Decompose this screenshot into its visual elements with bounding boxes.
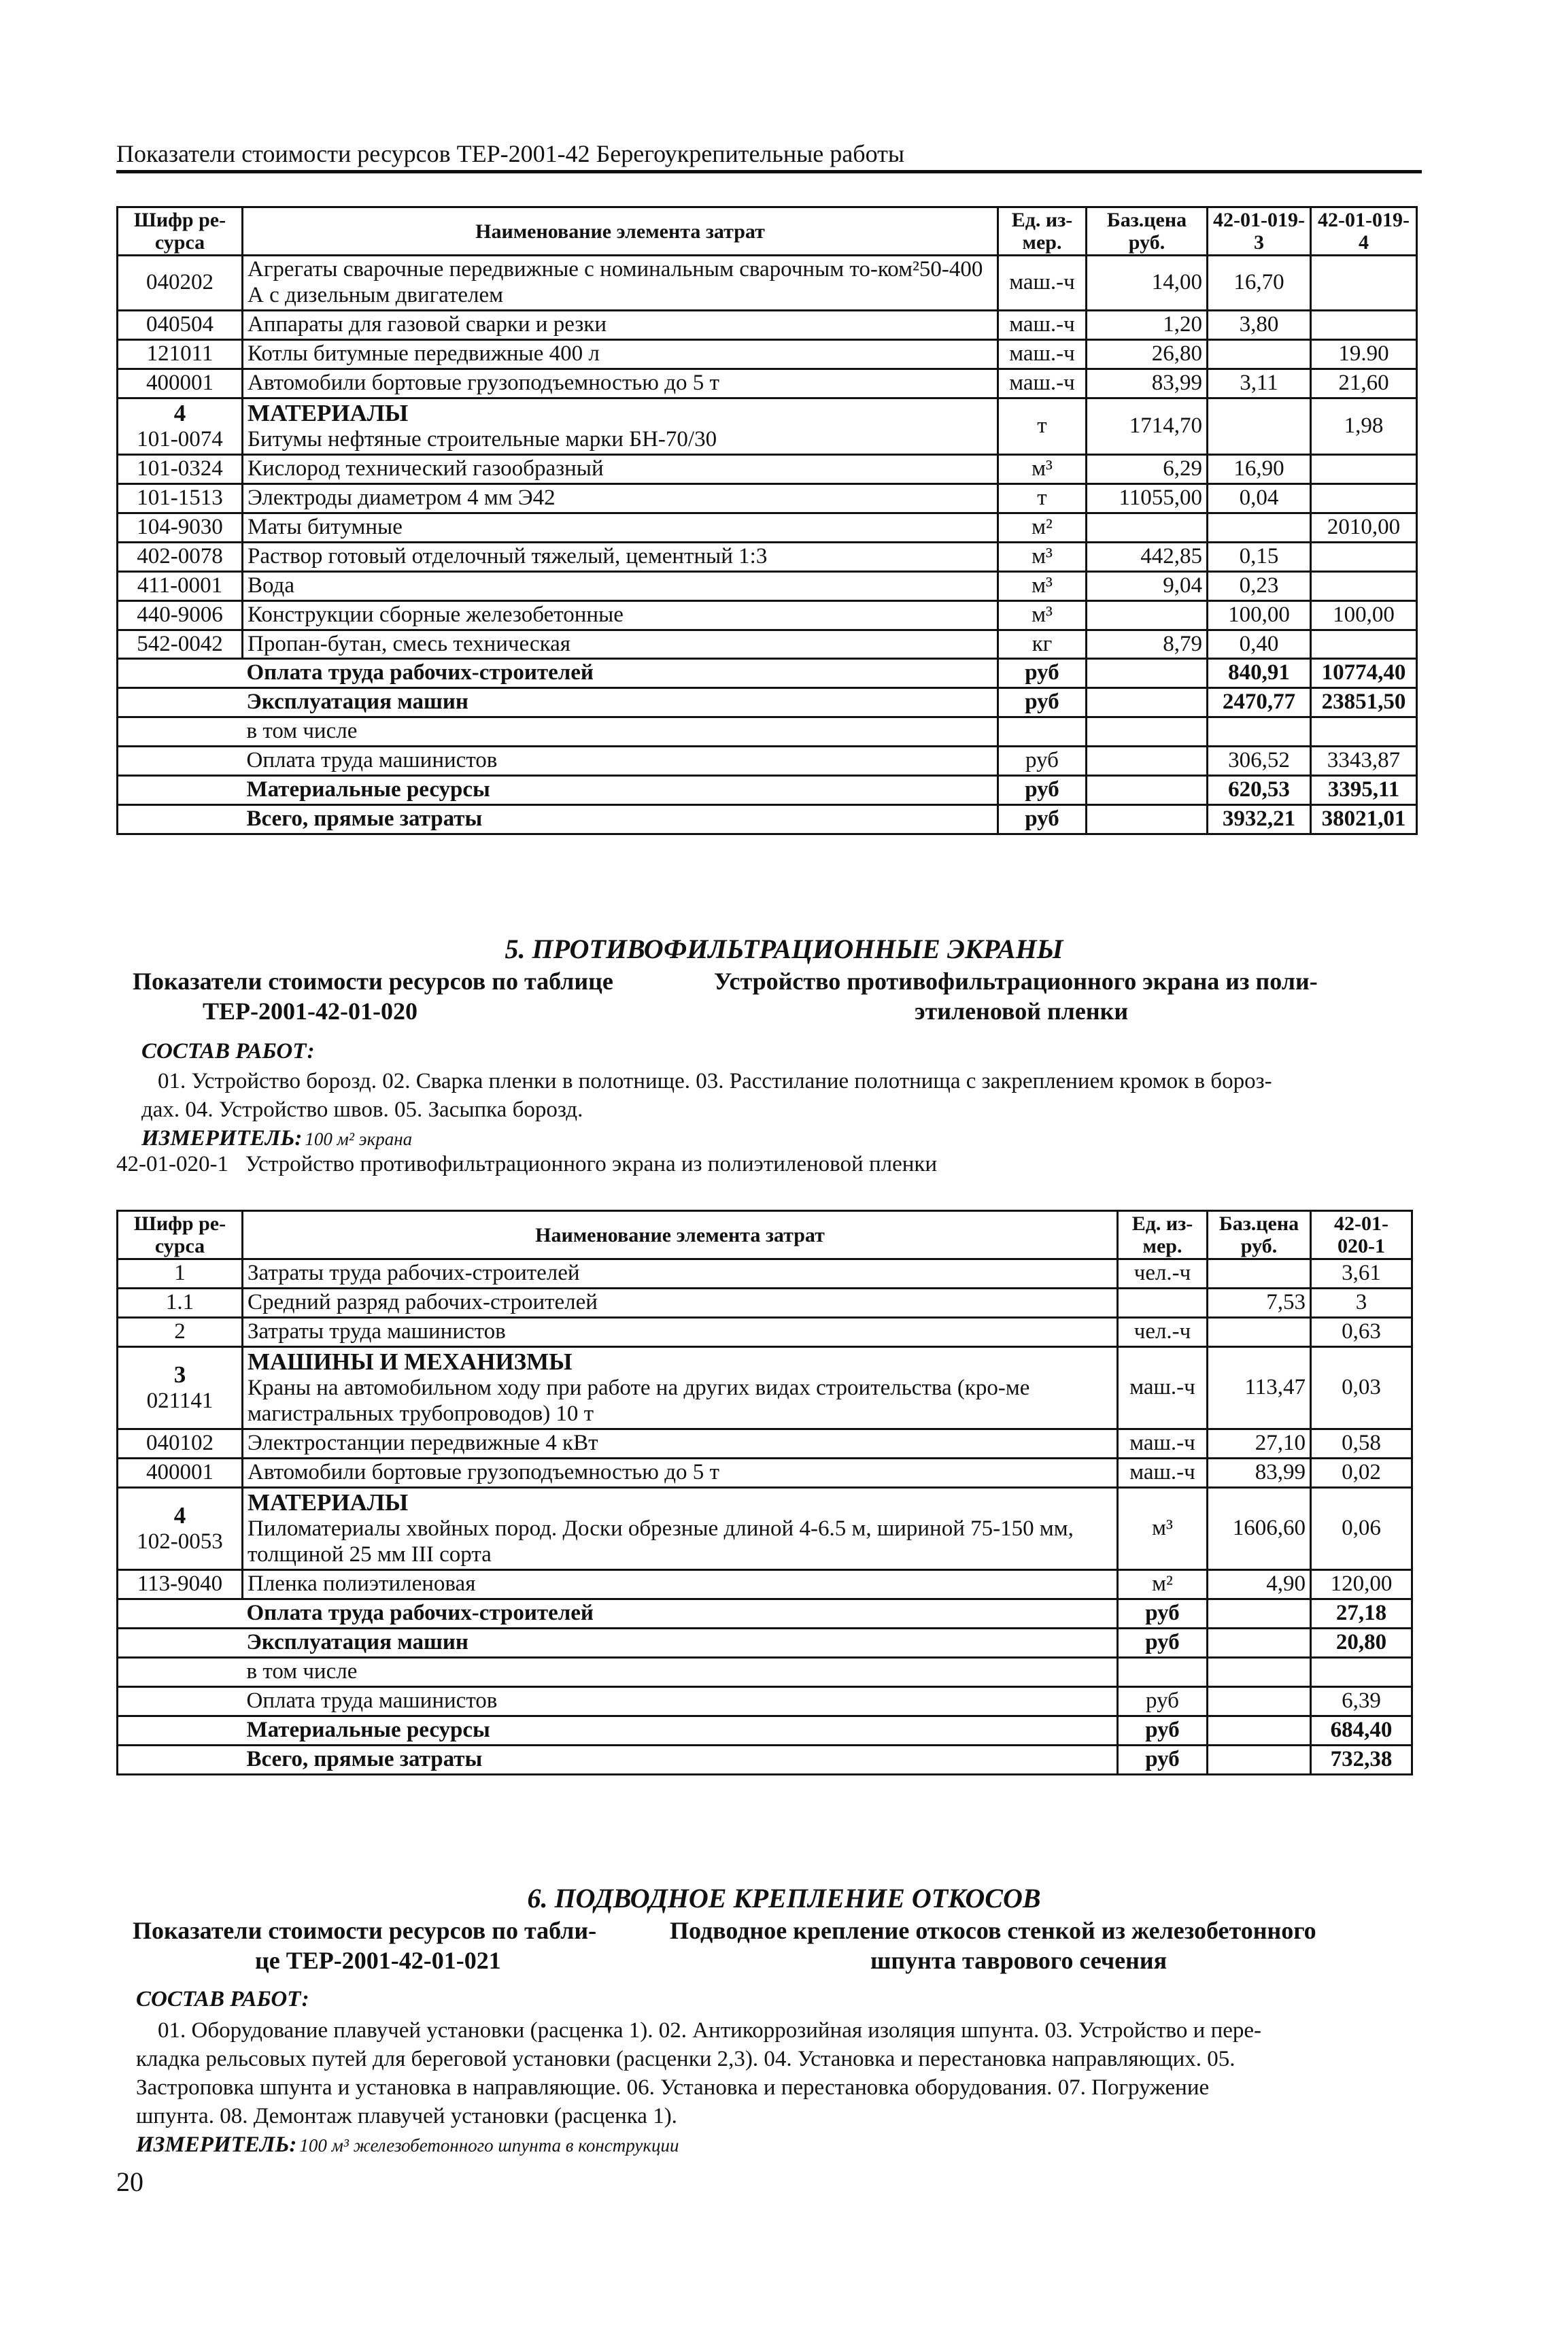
total-value: 620,53 <box>1208 776 1311 805</box>
section-6-works-line-1: 01. Оборудование плавучей установки (расценка 1). 02. Антикоррозийная изоляция шпунта. 03. Устройство и пере- <box>158 2018 1262 2043</box>
resource-name: Электроды диаметром 4 мм Э42 <box>243 483 998 513</box>
totals-row <box>118 1599 1412 1628</box>
total-value: 732,38 <box>1311 1745 1412 1774</box>
totals-row <box>118 1745 1412 1774</box>
resource-name: Пленка полиэтиленовая <box>243 1569 1118 1599</box>
total-label: в том числе <box>243 717 998 747</box>
resource-name: Средний разряд рабочих-строителей <box>243 1288 1118 1317</box>
section-5-title: 5. ПРОТИВОФИЛЬТРАЦИОННЫЕ ЭКРАНЫ <box>505 934 1063 964</box>
section-6-meter <box>136 2132 679 2158</box>
table-header-row <box>118 1211 1412 1259</box>
base-price: 113,47 <box>1208 1346 1311 1429</box>
total-label: Материальные ресурсы <box>243 1716 1118 1745</box>
unit: м² <box>1118 1569 1208 1599</box>
rate-value <box>1311 454 1417 483</box>
rate-value <box>1311 483 1417 513</box>
resource-name: Автомобили бортовые грузоподъемностью до 5 т <box>243 369 998 398</box>
base-price <box>1087 600 1208 630</box>
totals-row <box>118 776 1417 805</box>
meter-label: ИЗМЕРИТЕЛЬ: <box>136 2132 297 2157</box>
resource-name-value: Краны на автомобильном ходу при работе на других видах строительства (кро-ме магистральных трубопроводов) 10 т <box>248 1376 1030 1426</box>
rate-value: 3,61 <box>1311 1259 1412 1289</box>
unit: руб <box>1118 1686 1208 1716</box>
running-header: Показатели стоимости ресурсов ТЕР-2001-42 Берегоукрепительные работы <box>116 140 905 167</box>
resource-code: 104-9030 <box>118 513 243 542</box>
unit: руб <box>1118 1628 1208 1657</box>
empty-cell <box>1208 1599 1311 1628</box>
section-6-works-line-4: шпунта. 08. Демонтаж плавучей установки (расценка 1). <box>136 2104 677 2128</box>
resource-code: 040504 <box>118 310 243 339</box>
unit: чел.-ч <box>1118 1259 1208 1289</box>
resource-name <box>243 398 998 454</box>
column-header: 42-01-019-4 <box>1311 207 1417 256</box>
section-heading: МАШИНЫ И МЕХАНИЗМЫ <box>248 1348 573 1375</box>
resource-name: Котлы битумные передвижные 400 л <box>243 339 998 369</box>
empty-cell <box>1087 688 1208 717</box>
unit: руб <box>998 805 1087 834</box>
totals-row <box>118 1686 1412 1716</box>
rate-value <box>1311 542 1417 571</box>
resource-code <box>118 398 243 454</box>
resource-code: 402-0078 <box>118 542 243 571</box>
section-5-subtitle-right-2: этиленовой пленки <box>915 998 1129 1025</box>
section-6-works-label: СОСТАВ РАБОТ: <box>136 1987 309 2011</box>
meter-value: 100 м² экрана <box>305 1129 413 1149</box>
section-6-title: 6. ПОДВОДНОЕ КРЕПЛЕНИЕ ОТКОСОВ <box>527 1883 1041 1914</box>
resource-name: Кислород технический газообразный <box>243 454 998 483</box>
total-value: 3395,11 <box>1311 776 1417 805</box>
empty-cell <box>118 747 243 776</box>
resource-name: Маты битумные <box>243 513 998 542</box>
table-row <box>118 1288 1412 1317</box>
unit: руб <box>1118 1745 1208 1774</box>
page-number: 20 <box>116 2166 143 2197</box>
rate-value: 2010,00 <box>1311 513 1417 542</box>
meter-label: ИЗМЕРИТЕЛЬ: <box>141 1126 303 1151</box>
unit: м² <box>998 513 1087 542</box>
column-header: Наименование элемента затрат <box>243 207 998 256</box>
resource-code-value: 101-0074 <box>137 426 223 452</box>
resource-name: Конструкции сборные железобетонные <box>243 600 998 630</box>
table-row <box>118 1259 1412 1289</box>
empty-cell <box>1087 747 1208 776</box>
base-price: 4,90 <box>1208 1569 1311 1599</box>
totals-row <box>118 717 1417 747</box>
base-price: 14,00 <box>1087 256 1208 311</box>
rate-value: 120,00 <box>1311 1569 1412 1599</box>
rate-value <box>1208 339 1311 369</box>
resource-name: Затраты труда машинистов <box>243 1317 1118 1346</box>
empty-cell <box>1087 805 1208 834</box>
unit: м³ <box>998 454 1087 483</box>
base-price: 6,29 <box>1087 454 1208 483</box>
rate-value: 16,70 <box>1208 256 1311 311</box>
table-header-row <box>118 207 1417 256</box>
total-value: 3343,87 <box>1311 747 1417 776</box>
column-header: Баз.цена руб. <box>1208 1211 1311 1259</box>
rate-value: 0,23 <box>1208 571 1311 600</box>
unit: м³ <box>998 542 1087 571</box>
section-number: 3 <box>173 1361 186 1388</box>
resource-name-value: Пиломатериалы хвойных пород. Доски обрезные длиной 4-6.5 м, шириной 75-150 мм, толщиной 25 мм III сорта <box>248 1516 1074 1567</box>
total-label: Оплата труда машинистов <box>243 747 998 776</box>
unit: маш.-ч <box>998 339 1087 369</box>
empty-cell <box>118 1657 243 1686</box>
resource-table-42-01-019 <box>116 206 1418 835</box>
unit: чел.-ч <box>1118 1317 1208 1346</box>
unit: м³ <box>1118 1487 1208 1569</box>
resource-name: Раствор готовый отделочный тяжелый, цементный 1:3 <box>243 542 998 571</box>
table-row <box>118 1429 1412 1458</box>
empty-cell <box>1208 1657 1311 1686</box>
total-label: Оплата труда рабочих-строителей <box>243 659 998 688</box>
rate-value <box>1311 630 1417 659</box>
section-6-subtitle-right-2: шпунта таврового сечения <box>870 1947 1168 1974</box>
table-row <box>118 1458 1412 1487</box>
unit: маш.-ч <box>1118 1429 1208 1458</box>
totals-row <box>118 1716 1412 1745</box>
resource-code: 542-0042 <box>118 630 243 659</box>
empty-cell <box>1208 1686 1311 1716</box>
total-label: Оплата труда рабочих-строителей <box>243 1599 1118 1628</box>
rate-value: 0,58 <box>1311 1429 1412 1458</box>
resource-code-value: 102-0053 <box>137 1529 223 1554</box>
base-price <box>1087 513 1208 542</box>
section-6-subtitle-right-1: Подводное крепление откосов стенкой из железобетонного <box>670 1917 1316 1944</box>
base-price: 1606,60 <box>1208 1487 1311 1569</box>
table-row <box>118 513 1417 542</box>
column-header: Ед. из-мер. <box>998 207 1087 256</box>
total-value: 684,40 <box>1311 1716 1412 1745</box>
section-6-subtitle-left-1: Показатели стоимости ресурсов по табли- <box>133 1917 597 1944</box>
table-row <box>118 1317 1412 1346</box>
base-price: 26,80 <box>1087 339 1208 369</box>
base-price: 27,10 <box>1208 1429 1311 1458</box>
base-price <box>1208 1317 1311 1346</box>
unit: руб <box>1118 1716 1208 1745</box>
empty-cell <box>118 805 243 834</box>
table-row <box>118 1569 1412 1599</box>
total-label: Всего, прямые затраты <box>243 1745 1118 1774</box>
section-heading: МАТЕРИАЛЫ <box>248 1489 409 1516</box>
rate-value <box>1311 256 1417 311</box>
table-row <box>118 542 1417 571</box>
unit: руб <box>998 688 1087 717</box>
column-header: 42-01-019-3 <box>1208 207 1311 256</box>
resource-name-value: Битумы нефтяные строительные марки БН-70/30 <box>248 426 717 452</box>
totals-row <box>118 1628 1412 1657</box>
total-label: Материальные ресурсы <box>243 776 998 805</box>
resource-code: 040202 <box>118 256 243 311</box>
rate-value: 1,98 <box>1311 398 1417 454</box>
total-value <box>1311 717 1417 747</box>
table-row <box>118 398 1417 454</box>
resource-code: 1 <box>118 1259 243 1289</box>
base-price: 9,04 <box>1087 571 1208 600</box>
rate-value: 0,04 <box>1208 483 1311 513</box>
total-value <box>1208 717 1311 747</box>
base-price: 8,79 <box>1087 630 1208 659</box>
resource-code: 040102 <box>118 1429 243 1458</box>
resource-code: 101-0324 <box>118 454 243 483</box>
base-price: 83,99 <box>1208 1458 1311 1487</box>
unit: т <box>998 398 1087 454</box>
empty-cell <box>118 717 243 747</box>
table-row <box>118 600 1417 630</box>
total-value: 27,18 <box>1311 1599 1412 1628</box>
total-label: Эксплуатация машин <box>243 688 998 717</box>
section-number: 4 <box>173 399 186 426</box>
section-6-works-line-3: Застроповка шпунта и установка в направляющие. 06. Установка и перестановка оборудования. 07. Погружение <box>136 2075 1210 2100</box>
table-row <box>118 454 1417 483</box>
total-label: Всего, прямые затраты <box>243 805 998 834</box>
rate-value <box>1208 513 1311 542</box>
table-row <box>118 630 1417 659</box>
resource-code: 400001 <box>118 369 243 398</box>
rate-value: 0,02 <box>1311 1458 1412 1487</box>
totals-row <box>118 659 1417 688</box>
empty-cell <box>1087 776 1208 805</box>
section-5-subtitle-left-1: Показатели стоимости ресурсов по таблице <box>133 968 613 995</box>
total-value: 20,80 <box>1311 1628 1412 1657</box>
table-row <box>118 483 1417 513</box>
resource-code <box>118 1487 243 1569</box>
unit: маш.-ч <box>1118 1346 1208 1429</box>
unit: т <box>998 483 1087 513</box>
rate-value: 0,40 <box>1208 630 1311 659</box>
unit: руб <box>998 776 1087 805</box>
section-6-works-line-2: кладка рельсовых путей для береговой установки (расценки 2,3). 04. Установка и перестановка направляющих. 05. <box>136 2047 1235 2071</box>
totals-row <box>118 805 1417 834</box>
resource-name: Автомобили бортовые грузоподъемностью до 5 т <box>243 1458 1118 1487</box>
rate-value: 100,00 <box>1208 600 1311 630</box>
rate-value: 21,60 <box>1311 369 1417 398</box>
unit: маш.-ч <box>1118 1458 1208 1487</box>
resource-name: Аппараты для газовой сварки и резки <box>243 310 998 339</box>
total-label: Оплата труда машинистов <box>243 1686 1118 1716</box>
empty-cell <box>118 659 243 688</box>
column-header: 42-01-020-1 <box>1311 1211 1412 1259</box>
rate-value: 3 <box>1311 1288 1412 1317</box>
resource-name: Электростанции передвижные 4 кВт <box>243 1429 1118 1458</box>
table-row <box>118 369 1417 398</box>
resource-name: Затраты труда рабочих-строителей <box>243 1259 1118 1289</box>
totals-row <box>118 747 1417 776</box>
total-value: 2470,77 <box>1208 688 1311 717</box>
unit: маш.-ч <box>998 256 1087 311</box>
resource-code <box>118 1346 243 1429</box>
empty-cell <box>1208 1716 1311 1745</box>
table-row <box>118 310 1417 339</box>
resource-name: Пропан-бутан, смесь техническая <box>243 630 998 659</box>
column-header: Баз.цена руб. <box>1087 207 1208 256</box>
empty-cell <box>1208 1628 1311 1657</box>
section-5-subtitle-right-1: Устройство противофильтрационного экрана из поли- <box>714 968 1318 995</box>
rate-value: 0,15 <box>1208 542 1311 571</box>
total-value: 306,52 <box>1208 747 1311 776</box>
base-price <box>1208 1259 1311 1289</box>
unit <box>998 717 1087 747</box>
unit: руб <box>998 747 1087 776</box>
resource-code: 440-9006 <box>118 600 243 630</box>
unit: маш.-ч <box>998 310 1087 339</box>
empty-cell <box>118 1745 243 1774</box>
unit: руб <box>1118 1599 1208 1628</box>
column-header: Шифр ре-сурса <box>118 1211 243 1259</box>
resource-name <box>243 1346 1118 1429</box>
rate-value: 100,00 <box>1311 600 1417 630</box>
resource-code-value: 021141 <box>146 1389 214 1414</box>
rate-value: 0,03 <box>1311 1346 1412 1429</box>
resource-name <box>243 1487 1118 1569</box>
rate-value <box>1311 310 1417 339</box>
base-price: 442,85 <box>1087 542 1208 571</box>
unit: м³ <box>998 571 1087 600</box>
resource-code: 113-9040 <box>118 1569 243 1599</box>
empty-cell <box>1208 1745 1311 1774</box>
unit: маш.-ч <box>998 369 1087 398</box>
empty-cell <box>118 1628 243 1657</box>
section-5-meter <box>141 1126 412 1151</box>
rate-value <box>1208 398 1311 454</box>
section-5-works-label: СОСТАВ РАБОТ: <box>141 1039 315 1064</box>
table-row <box>118 571 1417 600</box>
rate-value: 19.90 <box>1311 339 1417 369</box>
table-row <box>118 1487 1412 1569</box>
total-label: в том числе <box>243 1657 1118 1686</box>
total-value: 38021,01 <box>1311 805 1417 834</box>
resource-name: Агрегаты сварочные передвижные с номинальным сварочным то-ком²50-400 А с дизельным двигателем <box>243 256 998 311</box>
total-value: 6,39 <box>1311 1686 1412 1716</box>
empty-cell <box>118 1599 243 1628</box>
total-value: 3932,21 <box>1208 805 1311 834</box>
empty-cell <box>118 1686 243 1716</box>
empty-cell <box>118 776 243 805</box>
section-5-works-line-1: 01. Устройство борозд. 02. Сварка пленки в полотнище. 03. Расстилание полотнища с закреплением кромок в бороз- <box>158 1069 1272 1093</box>
section-6-subtitle-left-2: це ТЕР-2001-42-01-021 <box>255 1947 501 1974</box>
total-value: 23851,50 <box>1311 688 1417 717</box>
resource-code: 411-0001 <box>118 571 243 600</box>
empty-cell <box>1087 717 1208 747</box>
section-5-works-line-2: дах. 04. Устройство швов. 05. Засыпка борозд. <box>141 1098 583 1122</box>
base-price: 7,53 <box>1208 1288 1311 1317</box>
unit: руб <box>998 659 1087 688</box>
total-value <box>1311 1657 1412 1686</box>
table-row <box>118 1346 1412 1429</box>
resource-name: Вода <box>243 571 998 600</box>
rate-value: 3,11 <box>1208 369 1311 398</box>
table-row <box>118 256 1417 311</box>
totals-row <box>118 688 1417 717</box>
unit: м³ <box>998 600 1087 630</box>
column-header: Шифр ре-сурса <box>118 207 243 256</box>
totals-row <box>118 1657 1412 1686</box>
table-row <box>118 339 1417 369</box>
resource-code: 1.1 <box>118 1288 243 1317</box>
meter-value: 100 м³ железобетонного шпунта в конструкции <box>299 2135 679 2156</box>
section-5-subtitle-left-2: ТЕР-2001-42-01-020 <box>203 998 417 1025</box>
empty-cell <box>118 1716 243 1745</box>
rate-value: 3,80 <box>1208 310 1311 339</box>
base-price: 1714,70 <box>1087 398 1208 454</box>
rate-value: 0,63 <box>1311 1317 1412 1346</box>
resource-code: 121011 <box>118 339 243 369</box>
base-price: 83,99 <box>1087 369 1208 398</box>
header-divider <box>116 170 1422 173</box>
rate-value <box>1311 571 1417 600</box>
total-label: Эксплуатация машин <box>243 1628 1118 1657</box>
section-number: 4 <box>173 1501 186 1529</box>
empty-cell <box>1087 659 1208 688</box>
empty-cell <box>118 688 243 717</box>
base-price: 11055,00 <box>1087 483 1208 513</box>
rate-value: 16,90 <box>1208 454 1311 483</box>
resource-code: 400001 <box>118 1458 243 1487</box>
column-header: Ед. из-мер. <box>1118 1211 1208 1259</box>
resource-table-42-01-020 <box>116 1210 1413 1775</box>
total-value: 840,91 <box>1208 659 1311 688</box>
unit <box>1118 1288 1208 1317</box>
column-header: Наименование элемента затрат <box>243 1211 1118 1259</box>
section-heading: МАТЕРИАЛЫ <box>248 399 409 426</box>
resource-code: 101-1513 <box>118 483 243 513</box>
unit: кг <box>998 630 1087 659</box>
resource-code: 2 <box>118 1317 243 1346</box>
total-value: 10774,40 <box>1311 659 1417 688</box>
unit <box>1118 1657 1208 1686</box>
rate-value: 0,06 <box>1311 1487 1412 1569</box>
base-price: 1,20 <box>1087 310 1208 339</box>
rate-line: 42-01-020-1 Устройство противофильтрационного экрана из полиэтиленовой пленки <box>116 1152 938 1176</box>
